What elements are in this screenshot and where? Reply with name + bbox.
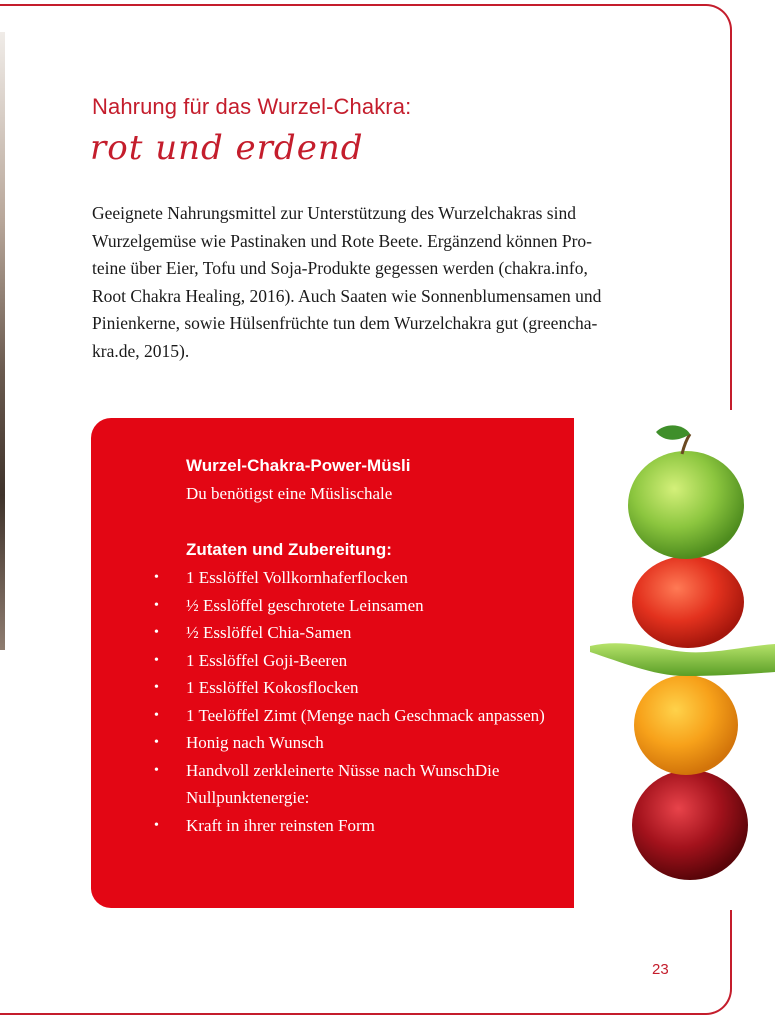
ingredient-text: 1 Esslöffel Kokosflocken xyxy=(186,678,359,697)
orange xyxy=(634,675,738,775)
ingredient-text: 1 Teelöffel Zimt (Menge nach Geschmack anpassen) xyxy=(186,705,545,725)
ingredient-list xyxy=(154,564,576,839)
body-line: Root Chakra Healing, 2016). Auch Saaten wie Sonnenblumensamen und xyxy=(92,285,602,306)
ingredient-text: Kraft in ihrer reinsten Form xyxy=(186,815,375,835)
red-apple xyxy=(632,770,748,880)
page-number: 23 xyxy=(652,961,669,978)
ingredient-item xyxy=(154,812,576,840)
recipe-section-title: Zutaten und Zubereitung: xyxy=(186,540,392,559)
ingredient-text: Handvoll zerkleinerte Nüsse nach WunschDie Nullpunktenergie: xyxy=(186,760,500,807)
body-line: Geeignete Nahrungsmittel zur Unterstützung des Wurzelchakras sind xyxy=(92,203,576,223)
tomato xyxy=(632,556,744,648)
recipe-title: Wurzel-Chakra-Power-Müsli xyxy=(186,456,411,475)
ingredient-text: 1 Esslöffel Vollkornhaferflocken xyxy=(186,568,408,587)
recipe-subtitle: Du benötigst eine Müslischale xyxy=(186,484,393,503)
ingredient-item xyxy=(154,674,576,702)
bullet: • xyxy=(154,707,159,723)
apple-leaf xyxy=(656,425,690,439)
fruit-stack-image xyxy=(586,420,775,920)
bullet: • xyxy=(154,597,159,613)
ingredient-item xyxy=(154,619,576,647)
ingredient-text: Honig nach Wunsch xyxy=(186,733,324,752)
page-subheading: rot und erdend xyxy=(90,128,364,168)
bullet: • xyxy=(154,680,159,695)
bullet: • xyxy=(154,625,159,640)
ingredient-item xyxy=(154,592,576,620)
ingredient-item xyxy=(154,757,576,812)
ingredient-item xyxy=(154,702,576,730)
ingredient-text: ½ Esslöffel geschrotete Leinsamen xyxy=(186,595,424,615)
green-apple xyxy=(628,451,744,559)
body-line: Pinienkerne, sowie Hülsenfrüchte tun dem Wurzelchakra gut (greencha- xyxy=(92,313,598,333)
body-line: Wurzelgemüse wie Pastinaken und Rote Beete. Ergänzend können Pro- xyxy=(92,230,593,251)
ingredient-text: ½ Esslöffel Chia-Samen xyxy=(186,623,352,642)
bullet: • xyxy=(154,762,159,778)
bullet: • xyxy=(154,652,159,668)
body-line: kra.de, 2015). xyxy=(92,340,190,361)
bullet: • xyxy=(154,570,159,585)
green-pepper xyxy=(590,643,775,676)
body-paragraph xyxy=(92,200,692,365)
body-line: teine über Eier, Tofu und Soja-Produkte gegessen werden (chakra.info, xyxy=(92,258,588,278)
page-heading: Nahrung für das Wurzel-Chakra: xyxy=(92,94,412,119)
photo-strip-image xyxy=(0,32,5,650)
ingredient-item xyxy=(154,564,576,592)
bullet: • xyxy=(154,735,159,750)
ingredient-item xyxy=(154,729,576,757)
ingredient-text: 1 Esslöffel Goji-Beeren xyxy=(186,650,348,670)
ingredient-item xyxy=(154,647,576,675)
bullet: • xyxy=(154,817,159,833)
